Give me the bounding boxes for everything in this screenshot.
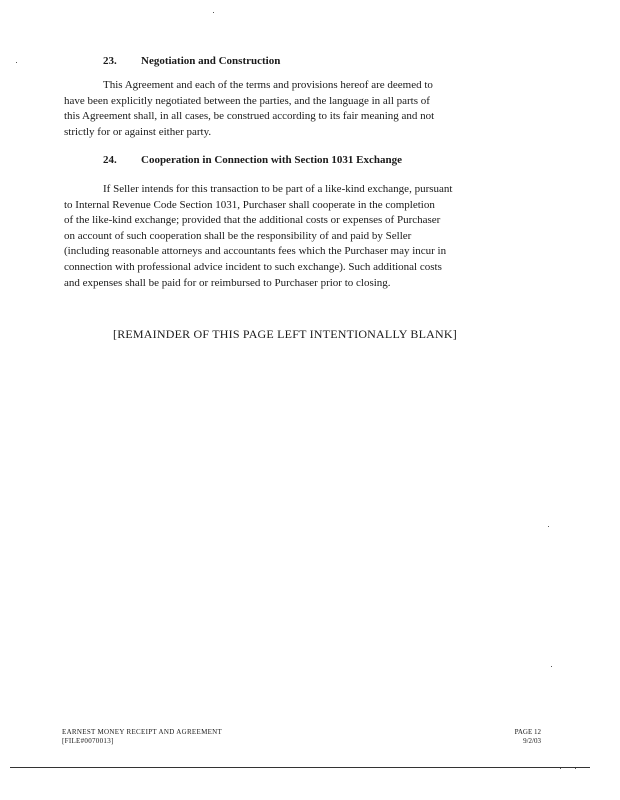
paragraph-line: this Agreement shall, in all cases, be construed according to its fair meaning and not [64, 110, 435, 123]
scan-speck [548, 526, 549, 527]
footer-file-number: [FILE#0070013] [62, 737, 114, 745]
paragraph-line: connection with professional advice incident to such exchange). Such additional costs [64, 260, 442, 273]
section-number: 23. [103, 55, 117, 67]
section-23-paragraph [64, 78, 520, 140]
scan-speck [551, 666, 552, 667]
footer-rule [10, 767, 590, 768]
footer-date: 9/2/03 [523, 737, 541, 745]
paragraph-line: and expenses shall be paid for or reimbursed to Purchaser prior to closing. [64, 276, 391, 289]
scan-speck [213, 12, 214, 13]
paragraph-line: to Internal Revenue Code Section 1031, Purchaser shall cooperate in the completion [64, 198, 435, 211]
section-24-paragraph [64, 182, 520, 291]
paragraph-line: strictly for or against either party. [64, 125, 212, 138]
scan-speck [16, 62, 17, 63]
intentionally-blank-notice: [REMAINDER OF THIS PAGE LEFT INTENTIONALLY BLANK] [113, 327, 457, 341]
section-23-heading [103, 55, 280, 67]
section-title: Negotiation and Construction [141, 55, 281, 67]
paragraph-line: have been explicitly negotiated between the parties, and the language in all parts of [64, 94, 430, 107]
paragraph-line: If Seller intends for this transaction to be part of a like-kind exchange, pursuant [103, 183, 453, 195]
footer-left [62, 728, 222, 746]
footer-document-title: EARNEST MONEY RECEIPT AND AGREEMENT [62, 728, 223, 736]
scan-speck [575, 768, 576, 769]
scan-speck [560, 768, 561, 769]
paragraph-line: of the like-kind exchange; provided that the additional costs or expenses of Purchaser [64, 214, 441, 227]
paragraph-line: (including reasonable attorneys and accountants fees which the Purchaser may incur in [64, 245, 447, 258]
section-24-heading [103, 154, 402, 166]
section-title: Cooperation in Connection with Section 1031 Exchange [141, 154, 402, 166]
footer-right [508, 728, 541, 746]
paragraph-line: This Agreement and each of the terms and provisions hereof are deemed to [103, 79, 433, 91]
section-number: 24. [103, 154, 117, 166]
paragraph-line: on account of such cooperation shall be the responsibility of and paid by Seller [64, 229, 412, 242]
footer-page-number: PAGE 12 [514, 728, 541, 736]
